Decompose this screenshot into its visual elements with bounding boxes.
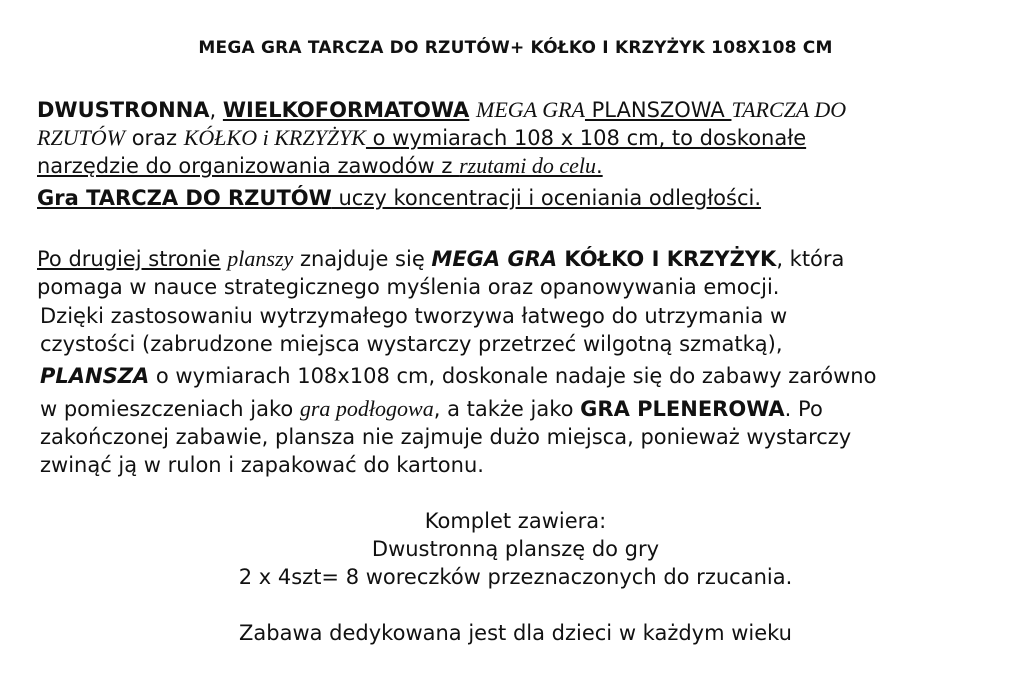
mega-gra-bold-text: MEGA GRA [431,247,558,271]
rzutami-do-celu-text: rzutami do celu [459,153,596,178]
planszy-text: planszy [227,246,294,271]
paragraph-1-line-4 [37,184,761,212]
ktora-text: , która [776,247,845,271]
gra-podlogowa-text: gra podłogowa [299,396,434,421]
po-drugiej-stronie-text: Po drugiej stronie [37,247,221,271]
comma-text: , [209,98,223,122]
doskonale-text: o wymiarach 108x108 cm, doskonale nadaje się do zabawy zarówno [149,364,877,388]
kit-item-board: Dwustronną planszę do gry [371,537,660,561]
wielkoformatowa-text: WIELKOFORMATOWA [222,98,470,122]
product-title: MEGA GRA TARCZA DO RZUTÓW+ KÓŁKO I KRZYŻYK 108X108 CM [198,38,833,58]
paragraph-2-line-3: Dzięki zastosowaniu wytrzymałego tworzywa łatwego do utrzymania w [40,304,788,328]
age-note: Zabawa dedykowana jest dla dzieci w każdym wieku [239,621,792,645]
po-text: . Po [784,397,823,421]
kit-heading: Komplet zawiera: [424,509,607,533]
znajduje-sie-text: znajduje się [293,247,432,271]
paragraph-2-line-1 [37,245,844,273]
paragraph-2-line-8: zwinąć ją w rulon i zapakować do kartonu. [40,453,484,477]
gra-plenerowa-text: GRA PLENEROWA [580,397,785,421]
oraz-text: oraz [125,126,184,150]
paragraph-2-line-2: pomaga w nauce strategicznego myślenia oraz opanowywania emocji. [37,275,780,299]
kit-item-bags: 2 x 4szt= 8 woreczków przeznaczonych do rzucania. [238,565,793,589]
dimensions-text: o wymiarach 108 x 108 cm, to doskonałe [365,126,807,150]
planszowa-text: PLANSZOWA [584,98,732,122]
koncentracji-text: uczy koncentracji i oceniania odległości. [331,186,762,210]
paragraph-1-line-2 [37,124,806,152]
paragraph-2-line-4: czystości (zabrudzone miejsca wystarczy przetrzeć wilgotną szmatką), [40,332,783,356]
paragraph-2-line-7: zakończonej zabawie, plansza nie zajmuje dużo miejsca, ponieważ wystarczy [40,425,852,449]
mega-gra-text: MEGA GRA [476,97,585,122]
tarcza-do-text: TARCZA DO [731,97,847,122]
a-takze-text: , a także jako [433,397,581,421]
dwustronna-text: DWUSTRONNA [37,98,210,122]
paragraph-1-line-1 [37,96,846,124]
kolko-krzyzyk-text: KÓŁKO i KRZYŻYK [183,125,366,150]
paragraph-2-line-5 [40,362,876,390]
narzedzie-text: narzędzie do organizowania zawodów z [37,154,460,178]
rzutow-text: RZUTÓW [37,125,126,150]
paragraph-1-line-3 [37,152,603,180]
period-text: . [595,154,603,178]
pomieszczeniach-text: w pomieszczeniach jako [40,397,300,421]
kolko-krzyzyk-bold-text: KÓŁKO I KRZYŻYK [557,247,777,271]
paragraph-2-line-6 [40,395,823,423]
gra-tarcza-text: Gra TARCZA DO RZUTÓW [37,186,332,210]
plansza-text: PLANSZA [40,364,150,388]
